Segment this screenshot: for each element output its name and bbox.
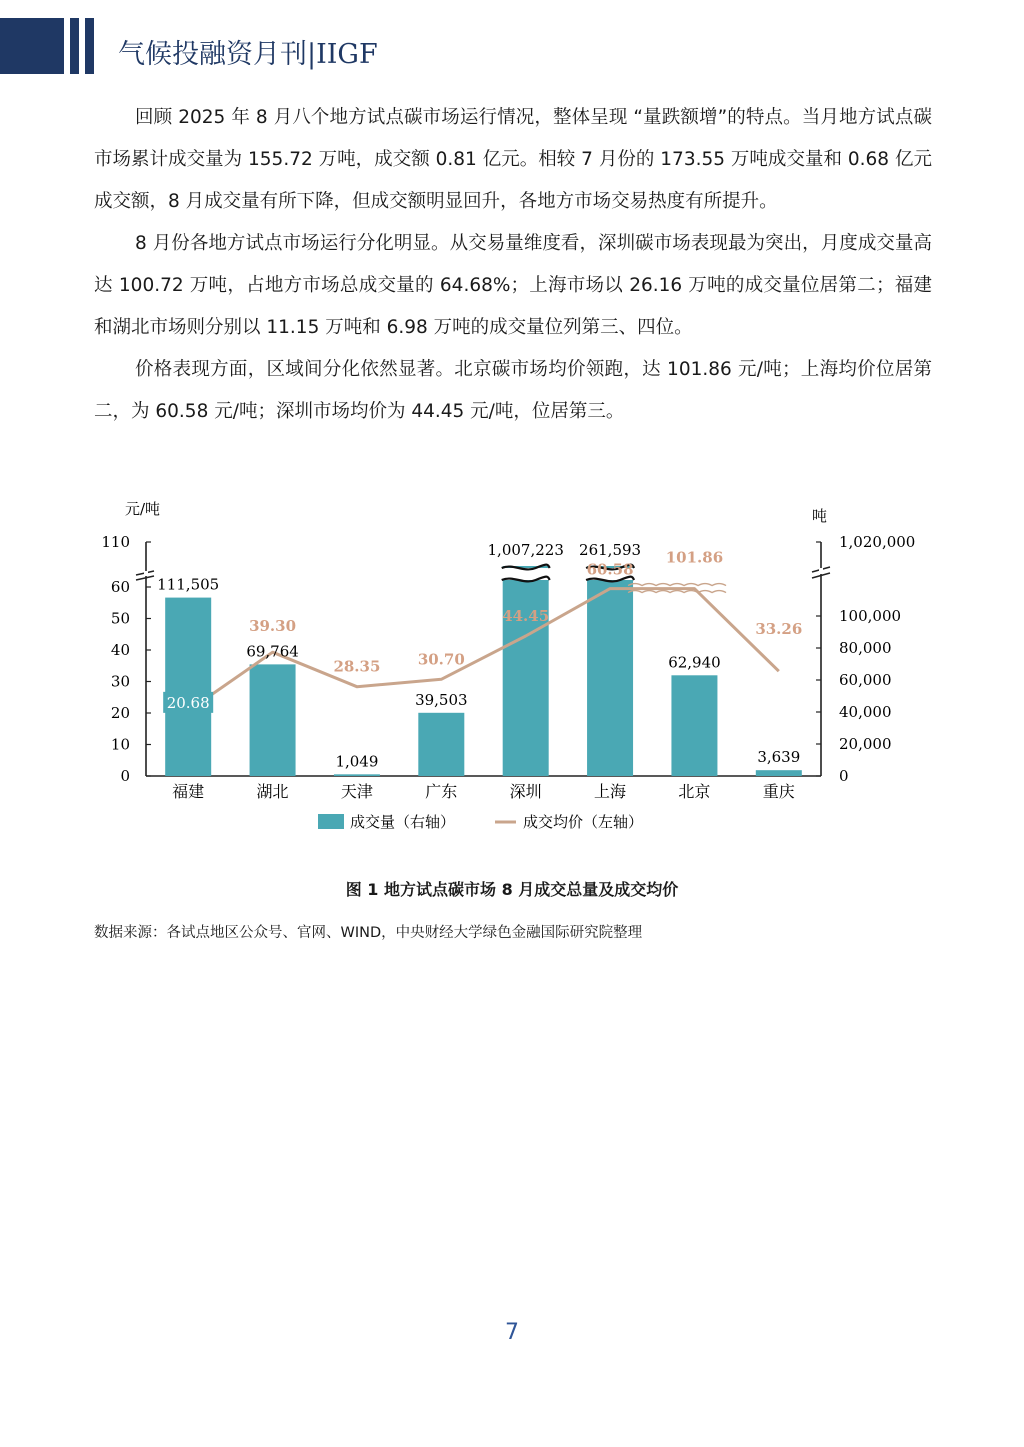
right-tick-label: 40,000 (839, 703, 892, 721)
x-tick-label: 北京 (678, 782, 711, 801)
left-tick-label: 50 (110, 609, 130, 628)
volume-data-label: 111,505 (157, 575, 220, 594)
price-break-squiggle (628, 584, 726, 586)
right-tick-label: 100,000 (839, 607, 902, 625)
price-data-label: 33.26 (755, 620, 803, 639)
right-tick-label: 0 (839, 767, 849, 785)
price-break-squiggle (628, 591, 726, 593)
volume-data-label: 62,940 (668, 653, 721, 672)
volume-data-label: 261,593 (579, 541, 642, 559)
left-tick-label: 40 (110, 641, 130, 659)
price-data-label: 101.86 (665, 548, 724, 567)
price-data-label: 20.68 (166, 693, 210, 712)
right-axis-unit: 吨 (812, 507, 828, 525)
legend-line-label: 成交均价（左轴） (523, 813, 644, 831)
x-tick-label: 福建 (172, 782, 205, 801)
x-tick-label: 深圳 (509, 782, 542, 801)
figure-caption: 图 1 地方试点碳市场 8 月成交总量及成交均价 (345, 880, 679, 899)
left-tick-label: 30 (110, 672, 130, 691)
price-data-label: 60.58 (586, 560, 634, 579)
right-tick-label: 80,000 (839, 639, 892, 657)
price-data-label: 44.45 (502, 606, 550, 625)
x-tick-label: 天津 (340, 782, 373, 801)
left-tick-label: 110 (101, 533, 130, 551)
left-tick-label: 10 (110, 735, 130, 754)
volume-data-label: 3,639 (757, 748, 801, 767)
right-tick-label: 60,000 (839, 671, 892, 689)
chart (90, 496, 940, 846)
right-tick-label: 1,020,000 (839, 533, 916, 551)
volume-data-label: 1,007,223 (487, 541, 564, 559)
volume-bar (418, 713, 464, 776)
legend-bar-swatch (318, 814, 344, 829)
x-tick-label: 湖北 (256, 782, 289, 801)
right-axis-break-gap (819, 568, 823, 574)
volume-bar (671, 675, 717, 776)
left-tick-label: 60 (110, 578, 130, 596)
paragraph-2: 8 月份各地方试点市场运行分化明显。从交易量维度看，深圳碳市场表现最为突出，月度成交量高达 100.72 万吨，占地方市场总成交量的 64.68%；上海市场以 26.16 万吨的成交量位居第二；福建和湖北市场则分别以 11.15 万吨和 6.98 万吨的成交量位列第三、四位。 (94, 233, 932, 338)
volume-bar (756, 770, 802, 776)
paragraph-1: 回顾 2025 年 8 月八个地方试点碳市场运行情况，整体呈现 “量跌额增”的特点。当月地方试点碳市场累计成交量为 155.72 万吨，成交额 0.81 亿元。相较 7 月份的 173.55 万吨成交量和 0.68 亿元成交额，8 月成交量有所下降，但成交额明显回升，各地方市场交易热度有所提升。 (94, 107, 932, 212)
header-bar-2 (70, 18, 79, 74)
left-axis-unit: 元/吨 (125, 500, 161, 518)
volume-bar (250, 664, 296, 776)
volume-bar (334, 774, 380, 776)
left-axis-break-gap (144, 571, 148, 576)
figure-source: 数据来源：各试点地区公众号、官网、WIND，中央财经大学绿色金融国际研究院整理 (94, 925, 643, 941)
left-tick-label: 20 (110, 704, 130, 722)
volume-data-label: 39,503 (415, 690, 468, 709)
legend-bar-label: 成交量（右轴） (350, 813, 456, 831)
header-bar-1 (0, 18, 64, 74)
price-data-label: 28.35 (333, 657, 381, 676)
body-text (94, 97, 932, 433)
volume-data-label: 1,049 (335, 752, 379, 771)
paragraph-3: 价格表现方面，区域间分化依然显著。北京碳市场均价领跑，达 101.86 元/吨；上海均价位居第二，为 60.58 元/吨；深圳市场均价为 44.45 元/吨，位居第三。 (94, 359, 932, 422)
volume-bar (503, 566, 549, 776)
x-tick-label: 广东 (425, 782, 458, 801)
right-tick-label: 20,000 (839, 735, 892, 753)
volume-bar (165, 598, 211, 776)
volume-data-label: 69,764 (246, 642, 299, 661)
price-data-label: 30.70 (417, 650, 465, 669)
x-tick-label: 上海 (594, 782, 627, 801)
page-number: 7 (505, 1320, 519, 1345)
header-title: 气候投融资月刊|IIGF (118, 39, 378, 70)
x-tick-label: 重庆 (762, 782, 795, 801)
header-bar-3 (85, 18, 94, 74)
left-tick-label: 0 (120, 767, 130, 785)
price-data-label: 39.30 (249, 617, 297, 636)
